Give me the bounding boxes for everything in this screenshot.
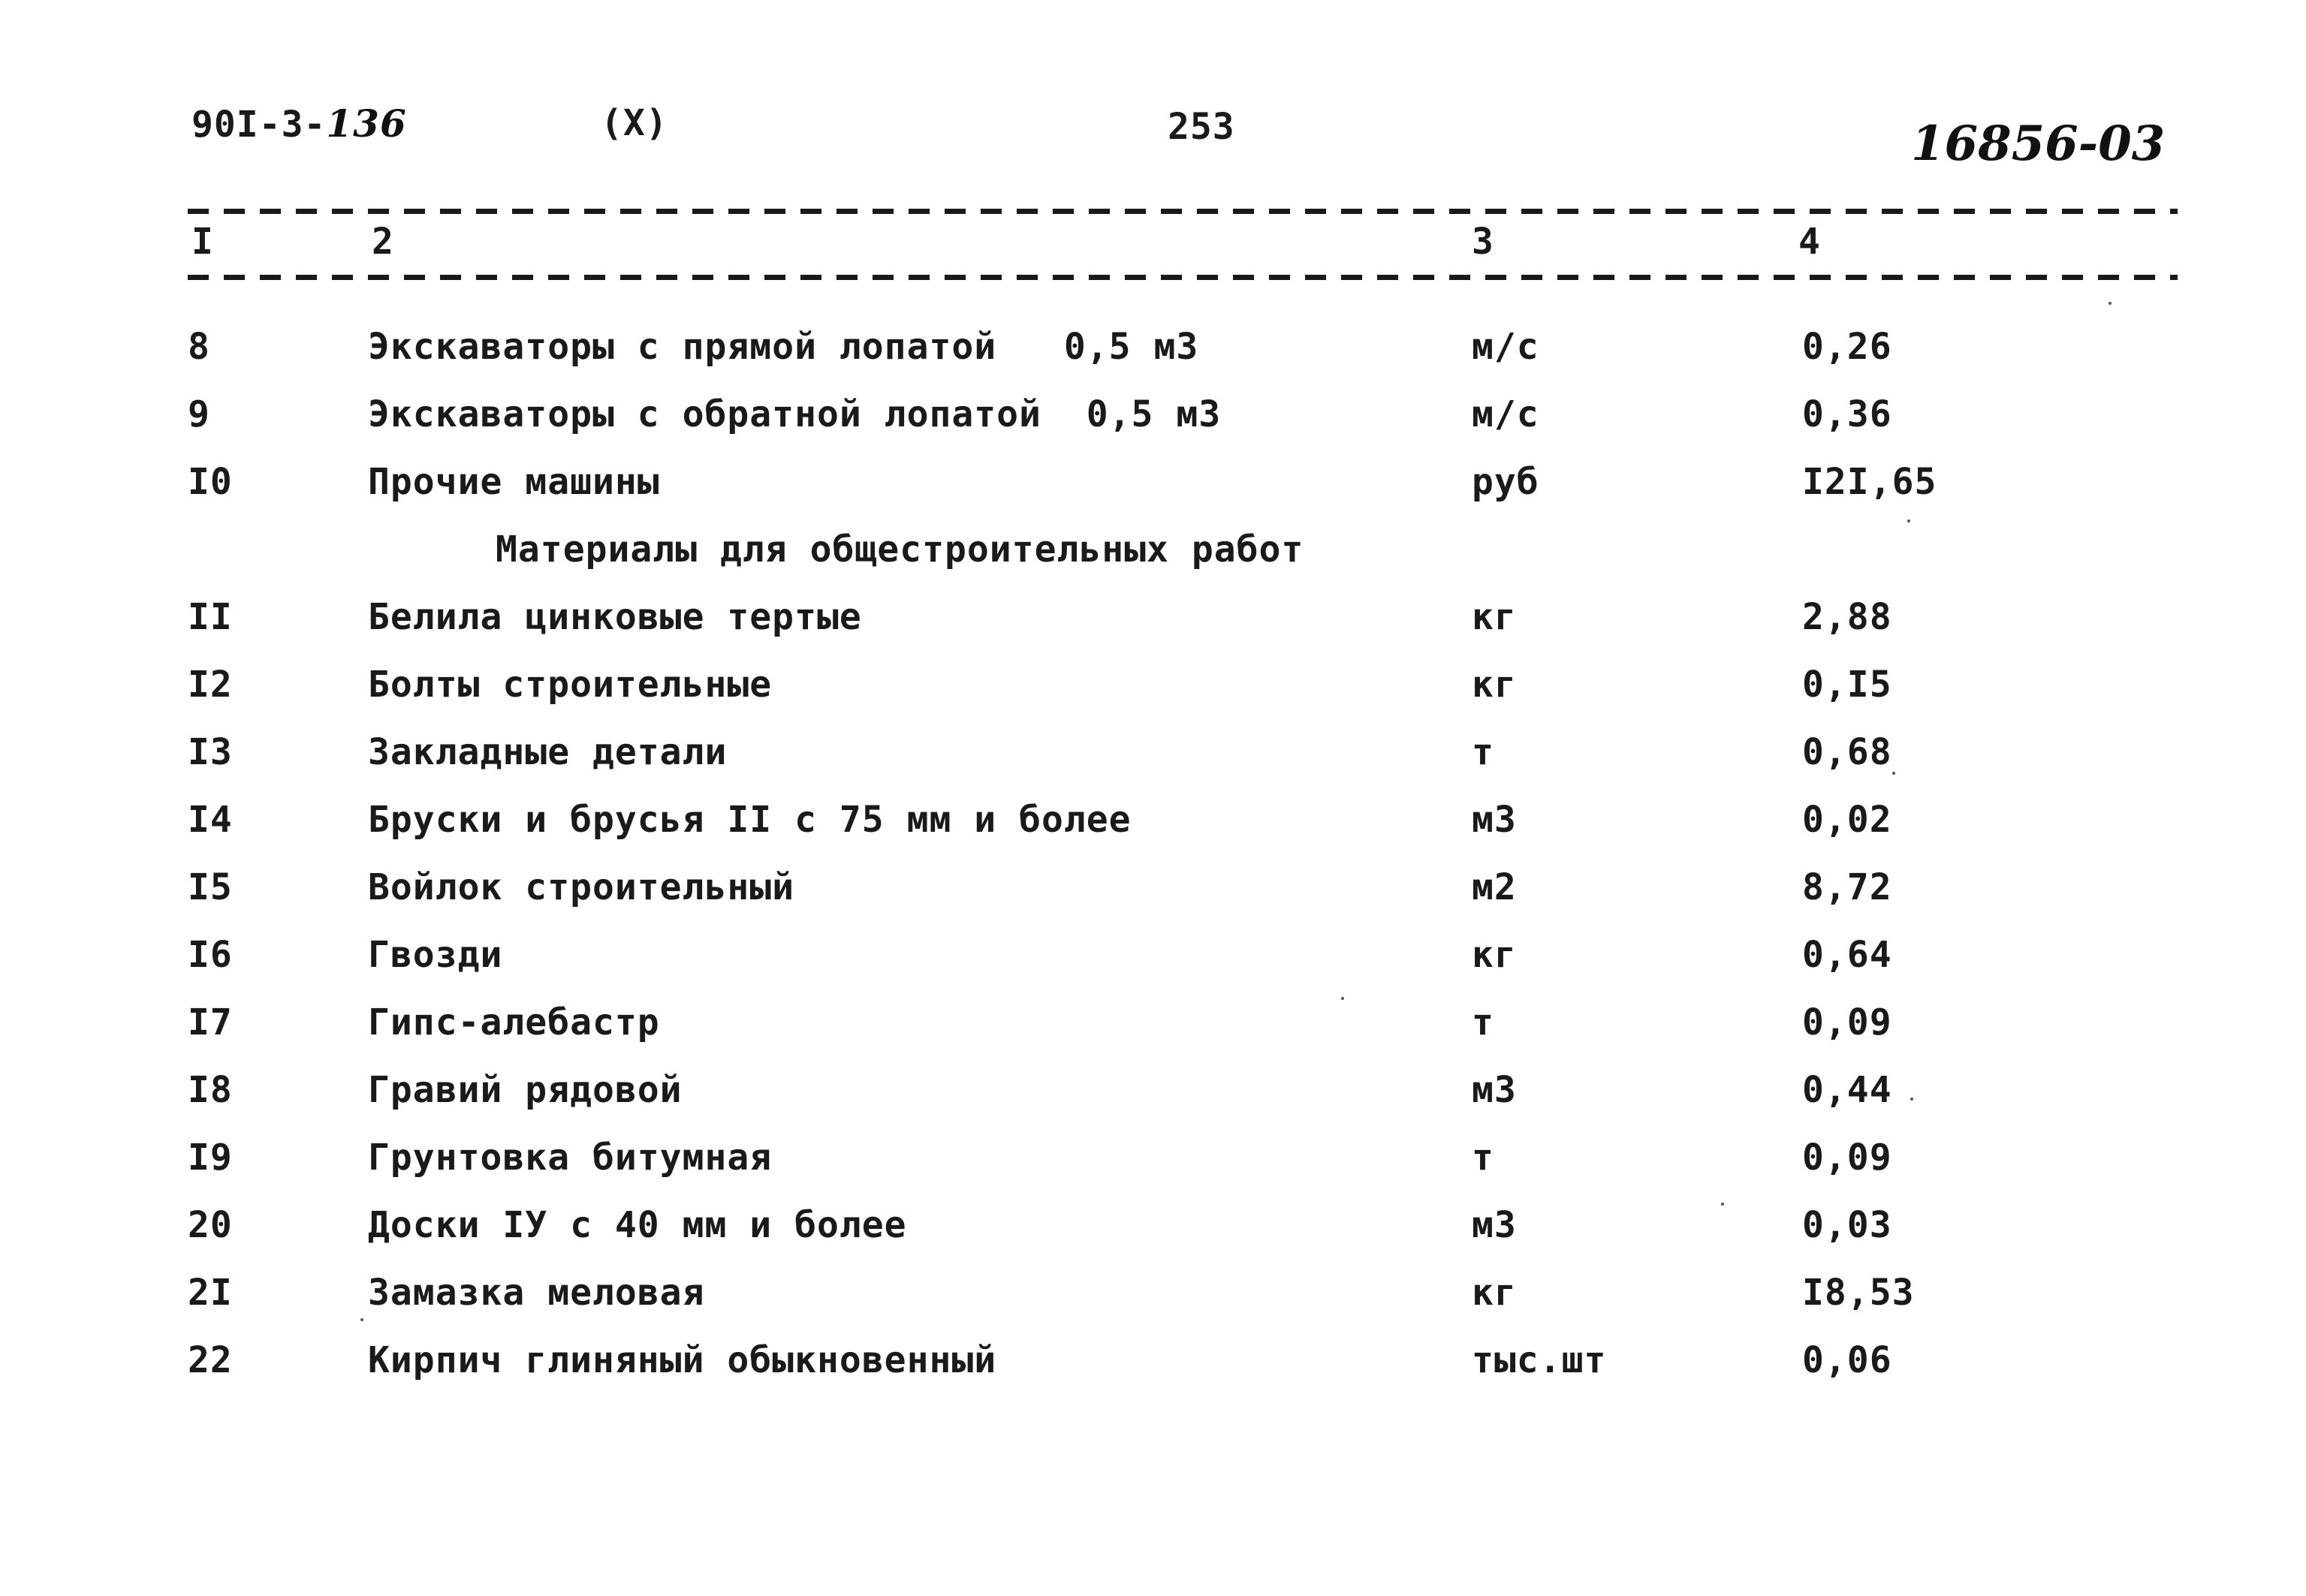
row-value: 0,03 (1802, 1204, 1892, 1246)
row-value: 0,26 (1802, 326, 1892, 368)
column-header-3: 3 (1472, 221, 1494, 263)
column-header-4: 4 (1798, 221, 1821, 263)
row-number: 8 (188, 326, 210, 368)
row-unit: м2 (1472, 866, 1517, 908)
row-unit: кг (1472, 664, 1517, 706)
row-value: 0,68 (1802, 731, 1892, 773)
row-number: I2 (188, 664, 233, 706)
section-heading: Материалы для общестроительных работ (496, 528, 1304, 571)
row-name: Гипс-алебастр (368, 1001, 660, 1043)
header-rule-top (188, 209, 2178, 214)
row-number: I5 (188, 866, 233, 908)
scan-speck (360, 1318, 363, 1321)
row-name: Войлок строительный (368, 866, 795, 908)
row-name: Белила цинковые тертые (368, 596, 862, 638)
scan-speck (2109, 302, 2112, 305)
column-header-1: I (191, 221, 214, 263)
row-number: 22 (188, 1339, 233, 1381)
scan-speck (1721, 1203, 1724, 1206)
page-number: 253 (1168, 106, 1235, 148)
row-unit: т (1472, 1001, 1494, 1043)
row-value: 0,I5 (1802, 664, 1892, 706)
column-header-2: 2 (372, 221, 394, 263)
row-name: Экскаваторы с прямой лопатой 0,5 м3 (368, 326, 1199, 368)
scan-speck (1910, 1098, 1913, 1101)
row-number: I6 (188, 934, 233, 976)
header-rule-bottom (188, 275, 2178, 280)
row-number: 2I (188, 1272, 233, 1314)
row-name: Замазка меловая (368, 1272, 705, 1314)
row-unit: руб (1472, 461, 1539, 503)
document-code-handwritten: 136 (326, 101, 407, 146)
row-value: 0,02 (1802, 799, 1892, 841)
row-name: Бруски и брусья II с 75 мм и более (368, 799, 1132, 841)
scan-speck (1907, 519, 1910, 522)
row-name: Болты строительные (368, 664, 773, 706)
row-value: I2I,65 (1802, 461, 1937, 503)
row-name: Грунтовка битумная (368, 1137, 773, 1179)
row-number: 9 (188, 393, 210, 435)
row-name: Закладные детали (368, 731, 728, 773)
row-unit: кг (1472, 934, 1517, 976)
row-unit: м/с (1472, 326, 1539, 368)
document-code (191, 101, 407, 146)
row-value: 0,44 (1802, 1069, 1892, 1111)
row-value: I8,53 (1802, 1272, 1915, 1314)
row-number: I7 (188, 1001, 233, 1043)
row-unit: тыс.шт (1472, 1339, 1607, 1381)
row-number: I0 (188, 461, 233, 503)
row-name: Кирпич глиняный обыкновенный (368, 1339, 997, 1381)
row-unit: м3 (1472, 1069, 1517, 1111)
row-value: 0,09 (1802, 1137, 1892, 1179)
row-value: 2,88 (1802, 596, 1892, 638)
row-unit: т (1472, 731, 1494, 773)
document-code-typed: 90I-3- (191, 104, 327, 146)
scan-speck (1892, 772, 1895, 775)
row-name: Доски IУ с 40 мм и более (368, 1204, 907, 1246)
row-number: 20 (188, 1204, 233, 1246)
row-unit: м3 (1472, 1204, 1517, 1246)
row-value: 0,09 (1802, 1001, 1892, 1043)
row-unit: кг (1472, 596, 1517, 638)
row-unit: кг (1472, 1272, 1517, 1314)
row-number: I3 (188, 731, 233, 773)
row-name: Экскаваторы с обратной лопатой 0,5 м3 (368, 393, 1222, 435)
row-value: 0,64 (1802, 934, 1892, 976)
row-value: 8,72 (1802, 866, 1892, 908)
row-name: Гравий рядовой (368, 1069, 683, 1111)
row-name: Прочие машины (368, 461, 660, 503)
scan-speck (1341, 997, 1344, 1000)
row-number: I4 (188, 799, 233, 841)
row-unit: м/с (1472, 393, 1539, 435)
row-name: Гвозди (368, 934, 503, 976)
row-number: II (188, 596, 233, 638)
archive-number: 16856-03 (1911, 116, 2166, 172)
section-mark: (X) (601, 102, 668, 144)
row-number: I9 (188, 1137, 233, 1179)
row-unit: м3 (1472, 799, 1517, 841)
row-number: I8 (188, 1069, 233, 1111)
row-value: 0,36 (1802, 393, 1892, 435)
row-unit: т (1472, 1137, 1494, 1179)
row-value: 0,06 (1802, 1339, 1892, 1381)
